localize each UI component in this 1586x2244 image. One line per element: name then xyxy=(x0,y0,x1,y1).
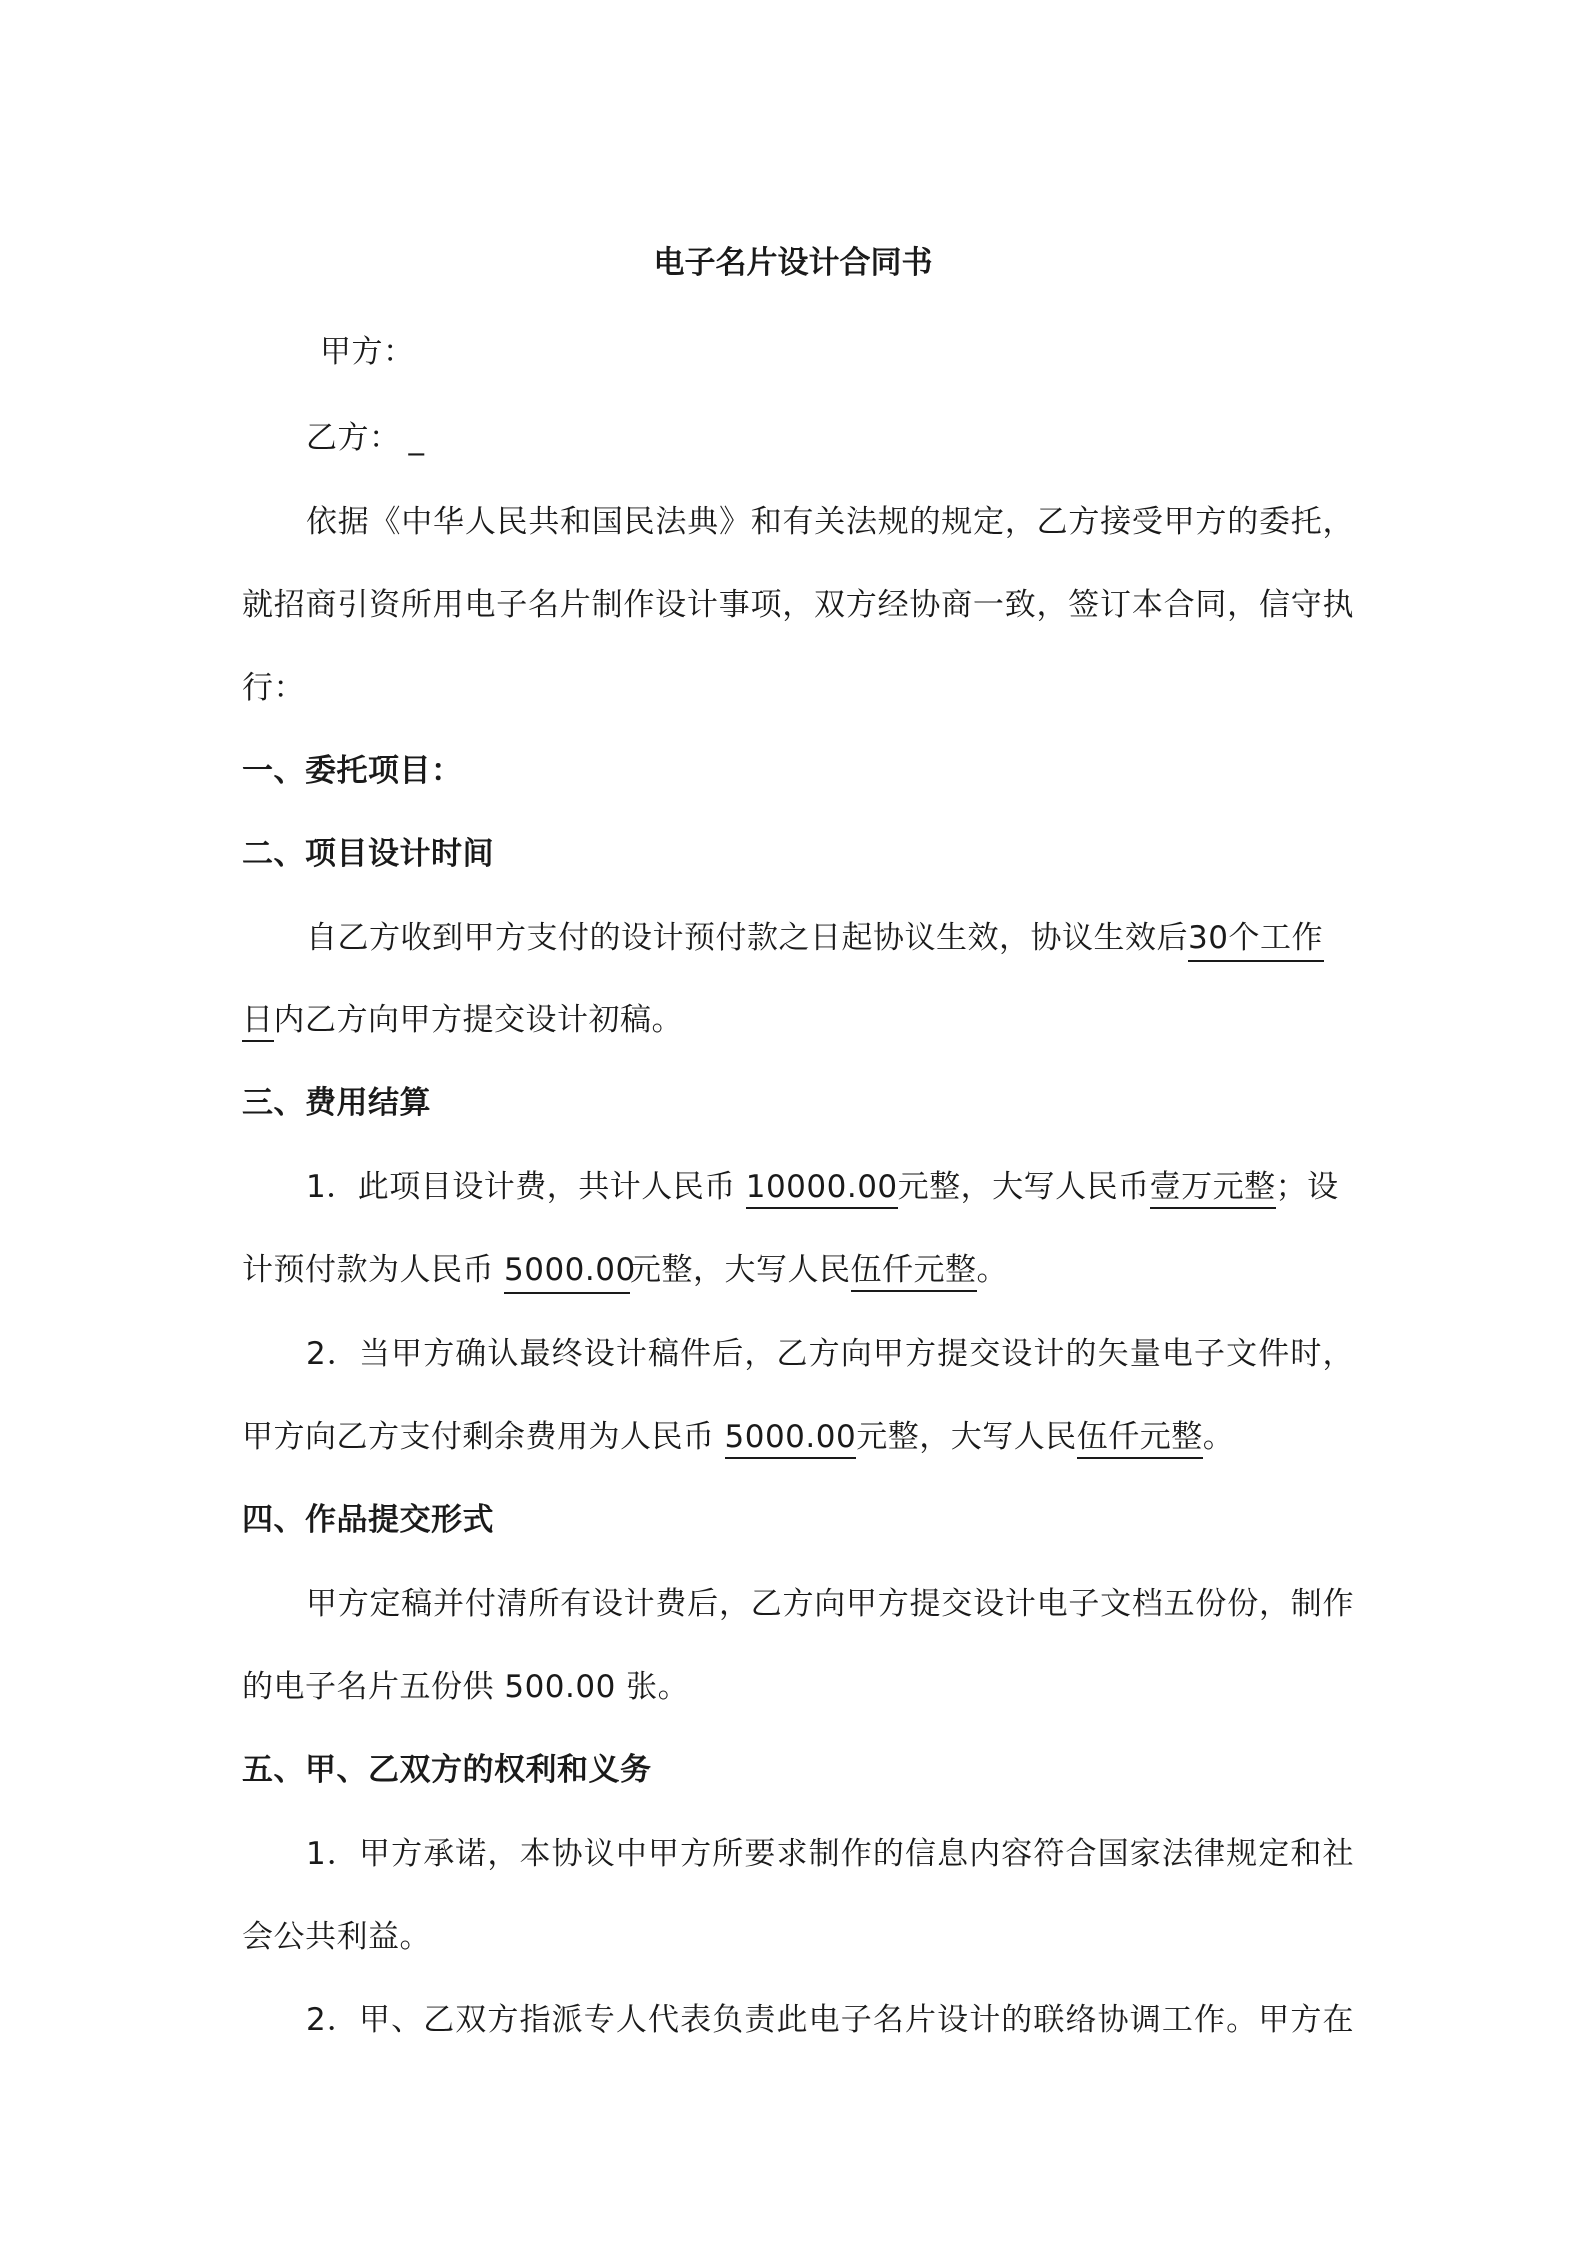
section-2-heading: 二、项目设计时间 xyxy=(242,836,494,872)
section-1-heading: 一、委托项目： xyxy=(242,753,463,789)
party-b-line xyxy=(306,418,425,458)
balance-text: 甲方向乙方支付剩余费用为人民币 xyxy=(242,1419,715,1455)
section-2-text-cont: 内乙方向甲方提交设计初稿。 xyxy=(273,1002,683,1038)
fee-text: 1．此项目设计费，共计人民币 xyxy=(306,1169,736,1205)
section-2-line-1 xyxy=(306,918,1324,958)
section-4-heading: 四、作品提交形式 xyxy=(242,1502,494,1538)
intro-line-1: 依据《中华人民共和国民法典》和有关法规的规定，乙方接受甲方的委托， xyxy=(306,504,1354,540)
section-3-heading: 三、费用结算 xyxy=(242,1085,431,1121)
balance-amount-cn: 伍仟元整 xyxy=(1077,1419,1203,1459)
fee-line-2 xyxy=(242,1250,1008,1290)
balance-text-2: 元整，大写人民 xyxy=(856,1419,1077,1455)
fee-line-1 xyxy=(306,1167,1339,1207)
party-b-label: 乙方： xyxy=(306,420,401,456)
section-4-line-1: 甲方定稿并付清所有设计费后，乙方向甲方提交设计电子文档五份份，制作 xyxy=(306,1586,1354,1622)
section-4-line-2: 的电子名片五份供 500.00 张。 xyxy=(242,1669,690,1705)
prepay-text: 计预付款为人民币 xyxy=(242,1252,494,1288)
prepay-amount: 5000.00 xyxy=(504,1250,630,1294)
document-title: 电子名片设计合同书 xyxy=(653,245,933,281)
section-2-text: 自乙方收到甲方支付的设计预付款之日起协议生效，协议生效后 xyxy=(306,920,1188,956)
work-days-value: 30个工作 xyxy=(1188,918,1324,962)
fee-clause-2-line-1: 2．当甲方确认最终设计稿件后，乙方向甲方提交设计的矢量电子文件时， xyxy=(306,1336,1354,1372)
total-fee-amount-cn: 壹万元整 xyxy=(1150,1169,1276,1209)
section-2-line-2 xyxy=(242,1000,683,1040)
party-b-blank: _ xyxy=(408,420,425,456)
intro-line-3: 行： xyxy=(242,670,305,706)
intro-line-2: 就招商引资所用电子名片制作设计事项，双方经协商一致，签订本合同，信守执 xyxy=(242,587,1354,623)
prepay-amount-cn: 伍仟元整 xyxy=(851,1252,977,1292)
section-5-heading: 五、甲、乙双方的权利和义务 xyxy=(242,1752,652,1788)
fee-text-2: 元整，大写人民币 xyxy=(897,1169,1150,1205)
fee-text-3: ；设 xyxy=(1275,1169,1339,1205)
work-days-value-cont: 日 xyxy=(242,1002,274,1042)
section-5-clause-1-line-1: 1．甲方承诺，本协议中甲方所要求制作的信息内容符合国家法律规定和社 xyxy=(306,1836,1354,1872)
prepay-text-3: 。 xyxy=(976,1252,1008,1288)
fee-clause-2-line-2 xyxy=(242,1417,1234,1457)
balance-text-3: 。 xyxy=(1202,1419,1235,1455)
total-fee-amount: 10000.00 xyxy=(746,1169,898,1209)
prepay-text-2: 元整，大写人民 xyxy=(630,1252,851,1288)
section-5-clause-2-line-1: 2．甲、乙双方指派专人代表负责此电子名片设计的联络协调工作。甲方在 xyxy=(306,2002,1354,2038)
section-5-clause-1-line-2: 会公共利益。 xyxy=(242,1919,431,1955)
party-a-label: 甲方： xyxy=(320,334,415,370)
balance-amount: 5000.00 xyxy=(725,1419,857,1459)
